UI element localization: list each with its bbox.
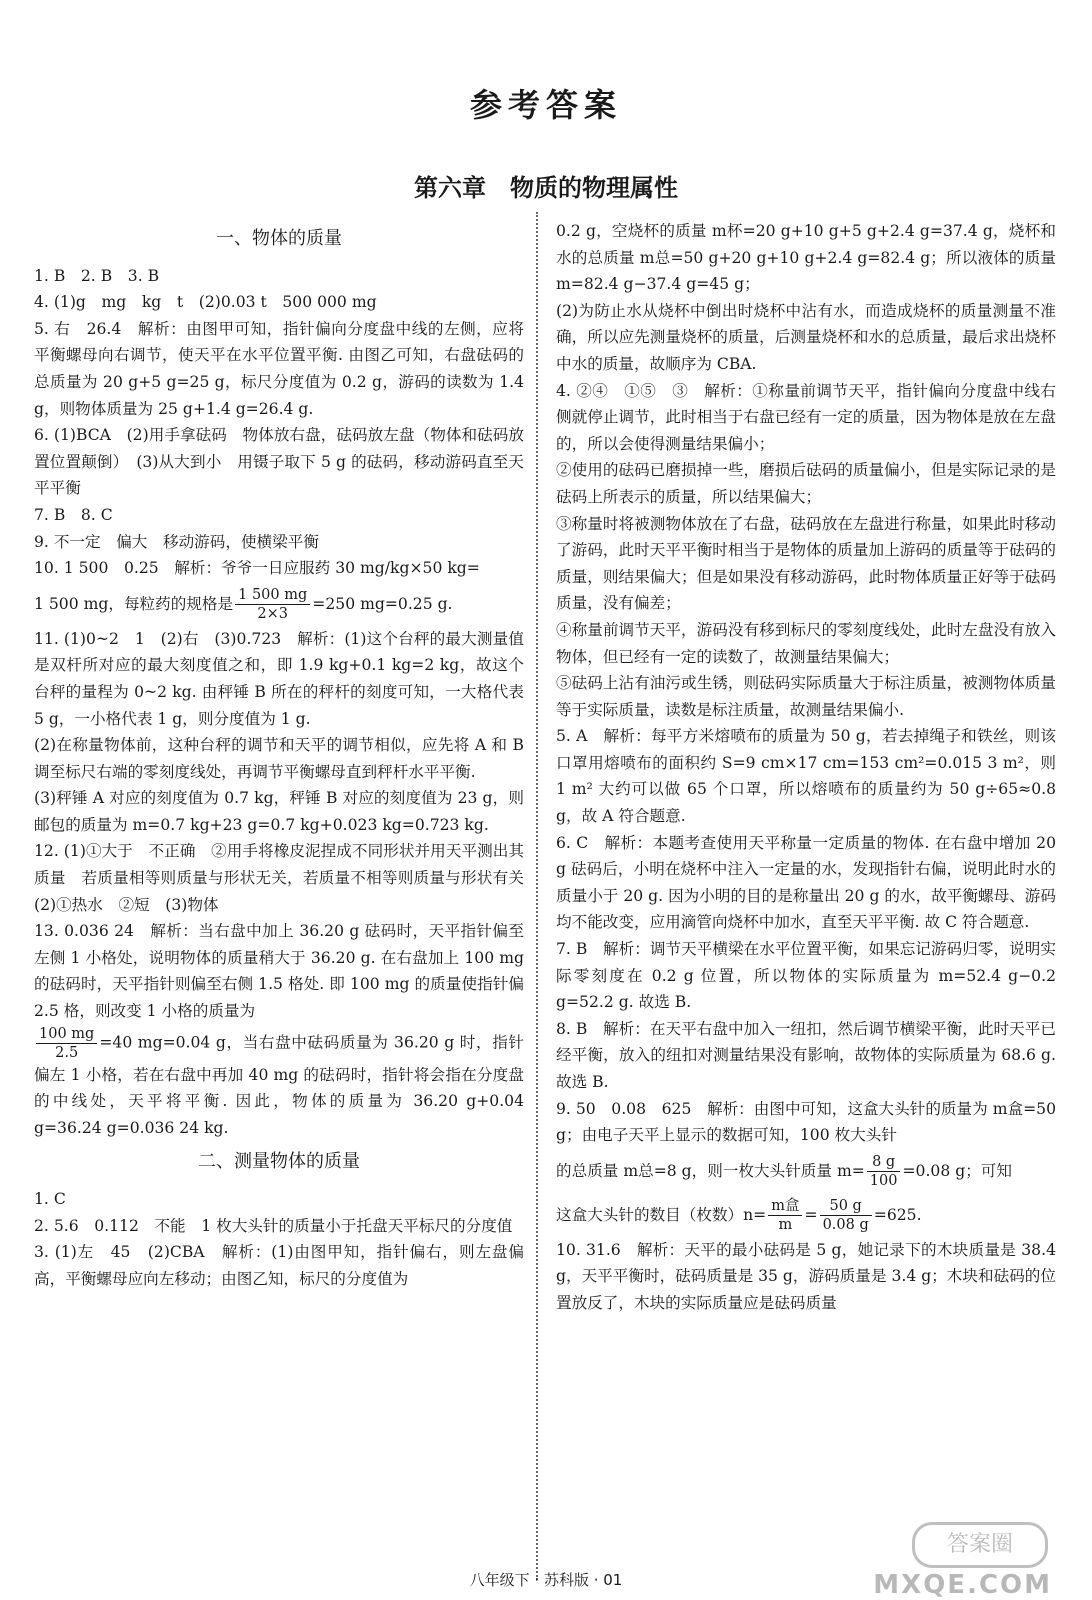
answer-item: ⑤砝码上沾有油污或生锈，则砝码实际质量大于标注质量，被测物体质量等于实际质量，读数是标注质量，故测量结果偏小. [556,674,1056,719]
answer-item: ②使用的砝码已磨损掉一些，磨损后砝码的质量偏小，但是实际记录的是砝码上所表示的质量，所以结果偏大； [556,461,1056,506]
answer-item: 2. 5.6 0.112 不能 1 枚大头针的质量小于托盘天平标尺的分度值 [34,1216,513,1235]
numerator: 100 mg [36,1025,97,1044]
text: 的总质量 m总=8 g，则一枚大头针质量 m= [556,1161,865,1180]
page-footer: 八年级下 · 苏科版 · 01 [469,1571,623,1589]
denominator: 100 [869,1173,898,1190]
numerator: 50 g [820,1197,872,1216]
answer-item-fraction-line [34,1025,524,1142]
watermark-logo: 答案圈 [912,1522,1048,1568]
answer-item: 7. B 8. C [34,505,113,524]
denominator: 0.08 g [822,1217,869,1234]
fraction [768,1197,802,1234]
page-title: 参考答案 [469,86,622,124]
answer-item: 6. C 解析：本题考查使用天平称量一定质量的物体. 在右盘中增加 20 g 砝码后，小明在烧杯中注入一定量的水，发现指针右偏，说明此时水的质量小于 20 g. 因为小明的目的是称量出 20 g 的水，故平衡螺母、游码均不能改变，应用滴管向烧杯中加水，直至天平平衡. 故 C 符合题意. [556,833,1056,932]
answer-item: 4. ②④ ①⑤ ③ 解析：①称量前调节天平，指针偏向分度盘中线右侧就停止调节，此时相当于右盘已经有一定的质量，因为物体是放在左盘的，所以会使得测量结果偏小； [556,381,1056,453]
answer-item: 9. 不一定 偏大 移动游码，使横梁平衡 [34,532,319,551]
answer-item: 10. 31.6 解析：天平的最小砝码是 5 g，她记录下的木块质量是 38.4 g，天平平衡时，砝码质量是 35 g，游码质量是 3.4 g；木块和砝码的位置放反了，木块的实际质量应是砝码质量 [556,1240,1056,1312]
answer-item: 9. 50 0.08 625 解析：由图中可知，这盒大头针的质量为 m盒=50 g；由电子天平上显示的数据可知，100 枚大头针 [556,1099,1056,1145]
text: =250 mg=0.25 g. [312,594,453,613]
answer-item: (2)在称量物体前，这种台秤的调节和天平的调节相似，应先将 A 和 B 调至标尺右端的零刻度线处，再调节平衡螺母直到秤杆水平平衡. [34,736,524,781]
column-divider [536,212,538,1580]
answer-item: 13. 0.036 24 解析：当右盘中加上 36.20 g 砝码时，天平指针偏至左侧 1 小格处，说明物体的质量稍大于 36.20 g. 在右盘加上 100 mg 的砝码时，天平指针则偏至右侧 1.5 格处. 即 100 mg 的质量使指针偏 2.5 格，则改变 1 小格的质量为 [34,922,524,1021]
left-column [34,218,540,1292]
answer-item: 12. (1)①大于 不正确 ②用手将橡皮泥捏成不同形状并用天平测出其质量 若质量相等则质量与形状无关，若质量不相等则质量与形状有关 (2)①热水 ②短 (3)物体 [34,842,540,914]
answer-item: ③称量时将被测物体放在了右盘，砝码放在左盘进行称量，如果此时移动了游码，此时天平平衡时相当于是物体的质量加上游码的质量等于砝码的质量，则结果偏大；但是如果没有移动游码，此时物体质量正好等于砝码质量，没有偏差； [556,514,1056,613]
fraction [36,1025,97,1062]
answer-item: 7. B 解析：调节天平横梁在水平位置平衡，如果忘记游码归零，说明实际零刻度在 0.2 g 位置，所以物体的实际质量为 m=52.4 g−0.2 g=52.2 g. 故选 B. [556,940,1056,1012]
answer-item: 11. (1)0~2 1 (2)右 (3)0.723 解析：(1)这个台秤的最大测量值是双杆所对应的最大刻度值之和，即 1.9 kg+0.1 kg=2 kg，故这个台秤的量程为 0~2 kg. 由秤锤 B 所在的秤杆的刻度可知，一大格代表 5 g，一小格代表 1 g，则分度值为 1 g. [34,629,524,728]
text: =40 mg=0.04 g，当右盘中砝码质量为 36.20 g 时，指针偏左 1 小格，若在右盘中再加 40 mg 的砝码时，指针将会指在分度盘的中线处，天平将平衡. 因此，物体的质量为 36.20 g+0.04 g=36.24 g=0.036 24 kg. [34,1033,524,1137]
numerator: 1 500 mg [235,586,310,605]
answer-item: 10. 1 500 0.25 解析：爷爷一日应服药 30 mg/kg×50 kg= [34,559,480,578]
section-title: 二、测量物体的质量 [198,1151,360,1173]
fraction [235,586,310,623]
denominator: 2.5 [55,1044,79,1061]
answer-item-fraction-line [34,582,524,626]
numerator: m盒 [768,1197,802,1216]
numerator: 8 g [867,1153,901,1172]
answer-item: (2)为防止水从烧杯中倒出时烧杯中沾有水，而造成烧杯的质量测量不准确，所以应先测量烧杯的质量，后测量烧杯和水的总质量，最后求出烧杯中水的质量，故顺序为 CBA. [556,301,1056,373]
answer-item: 0.2 g，空烧杯的质量 m杯=20 g+10 g+5 g+2.4 g=37.4 g，烧杯和水的总质量 m总=50 g+20 g+10 g+2.4 g=82.4 g；所以液体的质量 m=82.4 g−37.4 g=45 g； [556,222,1056,294]
text: =0.08 g；可知 [902,1161,1012,1180]
answer-item: 5. 右 26.4 解析：由图甲可知，指针偏向分度盘中线的左侧，应将平衡螺母向右调节，使天平在水平位置平衡. 由图乙可知，右盘砝码的总质量为 20 g+5 g=25 g，标尺分度值为 0.2 g，游码的读数为 1.4 g，则物体质量为 25 g+1.4 g=26.4 g. [34,319,524,418]
answer-item: ④称量前调节天平，游码没有移到标尺的零刻度线处，此时左盘没有放入物体，但已经有一定的读数了，故测量结果偏大； [556,620,1056,666]
answer-item: 8. B 解析：在天平右盘中加入一纽扣，然后调节横梁平衡，此时天平已经平衡，放入的纽扣对测量结果没有影响，故物体的实际质量为 68.6 g. 故选 B. [556,1019,1056,1091]
answer-item-fraction-line [556,1193,1056,1237]
answer-item: 5. A 解析：每平方米熔喷布的质量为 50 g，若去掉绳子和铁丝，则该口罩用熔喷布的面积约 S=9 cm×17 cm=153 cm²=0.015 3 m²，则 1 m² 大约可以做 65 个口罩，所以熔喷布的质量约为 50 g÷65≈0.8 g，故 A 符合题意. [556,727,1056,826]
denominator: 2×3 [257,606,288,623]
fraction [867,1153,901,1190]
text: =625. [873,1205,922,1224]
answer-item: 1. C [34,1190,66,1208]
fraction [820,1197,872,1234]
watermark: MXQE.COM [873,1570,1052,1600]
answer-item: 4. (1)g mg kg t (2)0.03 t 500 000 mg [34,293,377,312]
denominator: m [778,1217,793,1234]
right-column [556,218,1056,1317]
text: 1 500 mg，每粒药的规格是 [34,594,234,613]
text: 这盒大头针的数目（枚数）n= [556,1205,767,1224]
answer-item: (3)秤锤 A 对应的刻度值为 0.7 kg，秤锤 B 对应的刻度值为 23 g，则邮包的质量为 m=0.7 kg+23 g=0.7 kg+0.023 kg=0.723 kg. [34,789,524,834]
answer-item: 3. (1)左 45 (2)CBA 解析：(1)由图甲知，指针偏右，则左盘偏高，平衡螺母应向左移动；由图乙知，标尺的分度值为 [34,1243,524,1288]
answer-item-fraction-line [556,1149,1056,1193]
chapter-title: 第六章 物质的物理属性 [414,174,678,202]
text: = [804,1205,818,1224]
answer-item: 6. (1)BCA (2)用手拿砝码 物体放右盘，砝码放左盘（物体和砝码放置位置颠倒） (3)从大到小 用镊子取下 5 g 的砝码，移动游码直至天平平衡 [34,426,524,498]
section-title: 一、物体的质量 [216,228,342,249]
answer-item: 1. B 2. B 3. B [34,266,160,285]
